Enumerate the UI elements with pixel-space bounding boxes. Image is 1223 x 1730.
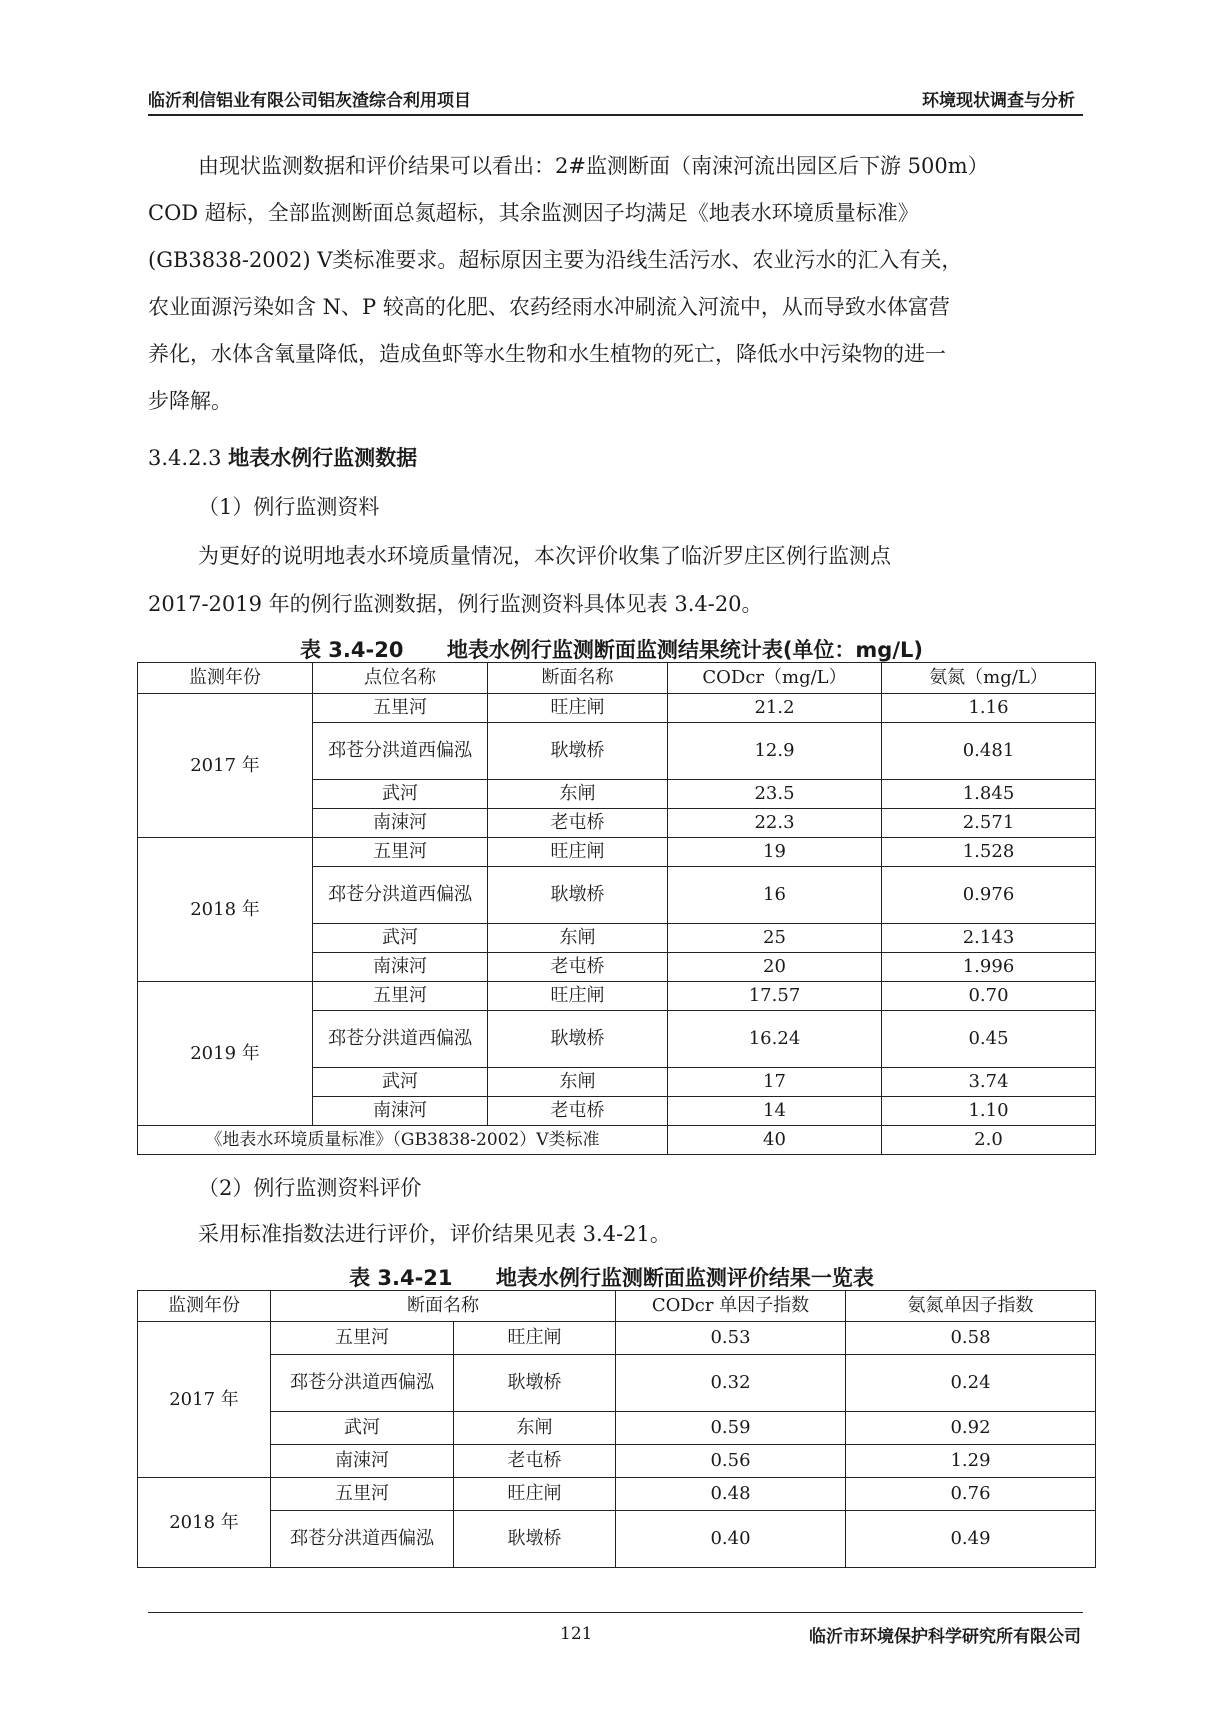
table-cell: 旺庄闸: [488, 982, 668, 1011]
table-cell: 旺庄闸: [454, 1322, 616, 1355]
table-header-cell: 点位名称: [313, 663, 488, 694]
year-cell: 2019 年: [138, 982, 313, 1126]
table-cell: 南涑河: [313, 953, 488, 982]
table-header-cell: 氨氮单因子指数: [846, 1291, 1096, 1322]
intro-line: 步降解。: [148, 389, 232, 413]
table-1-caption-title: 地表水例行监测断面监测结果统计表(单位：mg/L): [446, 638, 923, 662]
table-cell: 耿墩桥: [488, 867, 668, 924]
table-cell: 0.92: [846, 1412, 1096, 1445]
standard-nh3-limit: 2.0: [882, 1126, 1096, 1155]
table-1-caption-number: 表 3.4-20: [300, 638, 404, 662]
standard-row: [138, 1126, 1096, 1155]
table-row: [138, 838, 1096, 867]
table-cell: 0.76: [846, 1478, 1096, 1511]
table-1: [137, 662, 1096, 1155]
table-cell: 16.24: [668, 1011, 882, 1068]
table-2-caption-title: 地表水例行监测断面监测评价结果一览表: [495, 1266, 874, 1290]
table-cell: 耿墩桥: [454, 1511, 616, 1568]
table-cell: 0.58: [846, 1322, 1096, 1355]
table-cell: 旺庄闸: [488, 694, 668, 723]
table-cell: 0.40: [616, 1511, 846, 1568]
table-row: [138, 1511, 1096, 1568]
table-row: [138, 694, 1096, 723]
footer-rule: [148, 1612, 1083, 1613]
page-header: [148, 84, 1083, 116]
table-cell: 武河: [271, 1412, 454, 1445]
table-cell: 22.3: [668, 809, 882, 838]
header-project-title: 临沂利信铝业有限公司铝灰渣综合利用项目: [148, 91, 471, 111]
table-cell: 0.32: [616, 1355, 846, 1412]
year-cell: 2018 年: [138, 838, 313, 982]
table-cell: 25: [668, 924, 882, 953]
footer-organization: 临沂市环境保护科学研究所有限公司: [809, 1627, 1081, 1647]
table-cell: 东闸: [488, 924, 668, 953]
section-title: 地表水例行监测数据: [228, 446, 418, 470]
table-cell: 1.16: [882, 694, 1096, 723]
table-cell: 老屯桥: [454, 1445, 616, 1478]
header-chapter-title: 环境现状调查与分析: [922, 91, 1075, 111]
table-cell: 五里河: [313, 838, 488, 867]
intro-line: (GB3838-2002) Ⅴ类标准要求。超标原因主要为沿线生活污水、农业污水的汇入有关，: [148, 248, 963, 272]
table-cell: 武河: [313, 924, 488, 953]
table-cell: 邳苍分洪道西偏泓: [313, 723, 488, 780]
table-header-cell: 断面名称: [488, 663, 668, 694]
table-cell: 东闸: [488, 780, 668, 809]
table-cell: 武河: [313, 780, 488, 809]
table-cell: 19: [668, 838, 882, 867]
table-cell: 东闸: [454, 1412, 616, 1445]
table-cell: 五里河: [271, 1322, 454, 1355]
table-cell: 1.845: [882, 780, 1096, 809]
table-cell: 0.49: [846, 1511, 1096, 1568]
table-header-cell: 监测年份: [138, 663, 313, 694]
table-cell: 0.45: [882, 1011, 1096, 1068]
table-cell: 老屯桥: [488, 1097, 668, 1126]
table-header-row: [138, 1291, 1096, 1322]
standard-label: 《地表水环境质量标准》（GB3838-2002）Ⅴ类标准: [138, 1126, 668, 1155]
table-row: [138, 982, 1096, 1011]
table-cell: 1.29: [846, 1445, 1096, 1478]
table-cell: 邳苍分洪道西偏泓: [271, 1511, 454, 1568]
table-cell: 2.571: [882, 809, 1096, 838]
table-cell: 0.53: [616, 1322, 846, 1355]
paragraph-3: 采用标准指数法进行评价，评价结果见表 3.4-21。: [198, 1222, 671, 1246]
table-cell: 五里河: [271, 1478, 454, 1511]
table-cell: 2.143: [882, 924, 1096, 953]
section-heading: [148, 442, 417, 472]
table-cell: 南涑河: [313, 809, 488, 838]
table-cell: 16: [668, 867, 882, 924]
table-cell: 0.481: [882, 723, 1096, 780]
table-cell: 邳苍分洪道西偏泓: [313, 1011, 488, 1068]
table-cell: 邳苍分洪道西偏泓: [313, 867, 488, 924]
table-cell: 14: [668, 1097, 882, 1126]
table-cell: 耿墩桥: [488, 723, 668, 780]
table-cell: 旺庄闸: [488, 838, 668, 867]
table-header-cell: 氨氮（mg/L）: [882, 663, 1096, 694]
subheading-2: （2）例行监测资料评价: [198, 1176, 422, 1200]
table-cell: 老屯桥: [488, 953, 668, 982]
intro-line: 农业面源污染如含 N、P 较高的化肥、农药经雨水冲刷流入河流中，从而导致水体富营: [148, 295, 950, 319]
page-number: 121: [560, 1624, 593, 1644]
table-cell: 12.9: [668, 723, 882, 780]
table-cell: 旺庄闸: [454, 1478, 616, 1511]
table-1-caption: [0, 634, 1223, 664]
table-cell: 17.57: [668, 982, 882, 1011]
table-cell: 1.528: [882, 838, 1096, 867]
table-cell: 3.74: [882, 1068, 1096, 1097]
table-cell: 21.2: [668, 694, 882, 723]
table-header-cell: 断面名称: [271, 1291, 616, 1322]
year-cell: 2017 年: [138, 1322, 271, 1478]
table-cell: 0.24: [846, 1355, 1096, 1412]
table-row: [138, 1355, 1096, 1412]
intro-line: 养化，水体含氧量降低，造成鱼虾等水生物和水生植物的死亡，降低水中污染物的进一: [148, 342, 946, 366]
intro-line: 由现状监测数据和评价结果可以看出：2#监测断面（南涑河流出园区后下游 500m）: [198, 154, 989, 178]
year-cell: 2018 年: [138, 1478, 271, 1568]
section-number: 3.4.2.3: [148, 446, 222, 470]
table-cell: 南涑河: [271, 1445, 454, 1478]
standard-cod-limit: 40: [668, 1126, 882, 1155]
table-header-cell: CODcr 单因子指数: [616, 1291, 846, 1322]
table-cell: 0.48: [616, 1478, 846, 1511]
table-cell: 1.10: [882, 1097, 1096, 1126]
table-cell: 0.59: [616, 1412, 846, 1445]
table-row: [138, 1322, 1096, 1355]
table-cell: 1.996: [882, 953, 1096, 982]
table-cell: 0.56: [616, 1445, 846, 1478]
table-cell: 老屯桥: [488, 809, 668, 838]
paragraph-2-line: 2017-2019 年的例行监测数据，例行监测资料具体见表 3.4-20。: [148, 592, 763, 616]
paragraph-2-line: 为更好的说明地表水环境质量情况，本次评价收集了临沂罗庄区例行监测点: [198, 544, 891, 568]
table-row: [138, 1478, 1096, 1511]
table-2-caption-number: 表 3.4-21: [349, 1266, 453, 1290]
year-cell: 2017 年: [138, 694, 313, 838]
table-cell: 五里河: [313, 694, 488, 723]
table-cell: 17: [668, 1068, 882, 1097]
table-row: [138, 1445, 1096, 1478]
table-header-cell: 监测年份: [138, 1291, 271, 1322]
table-row: [138, 1412, 1096, 1445]
table-2-caption: [0, 1262, 1223, 1292]
table-cell: 0.70: [882, 982, 1096, 1011]
table-cell: 武河: [313, 1068, 488, 1097]
table-header-cell: CODcr（mg/L）: [668, 663, 882, 694]
table-cell: 南涑河: [313, 1097, 488, 1126]
table-cell: 东闸: [488, 1068, 668, 1097]
table-cell: 23.5: [668, 780, 882, 809]
table-cell: 邳苍分洪道西偏泓: [271, 1355, 454, 1412]
table-cell: 0.976: [882, 867, 1096, 924]
table-cell: 耿墩桥: [488, 1011, 668, 1068]
table-cell: 五里河: [313, 982, 488, 1011]
table-header-row: [138, 663, 1096, 694]
intro-line: COD 超标，全部监测断面总氮超标，其余监测因子均满足《地表水环境质量标准》: [148, 201, 919, 225]
table-cell: 耿墩桥: [454, 1355, 616, 1412]
table-2: [137, 1290, 1096, 1568]
subheading-1: （1）例行监测资料: [198, 495, 380, 519]
table-cell: 20: [668, 953, 882, 982]
